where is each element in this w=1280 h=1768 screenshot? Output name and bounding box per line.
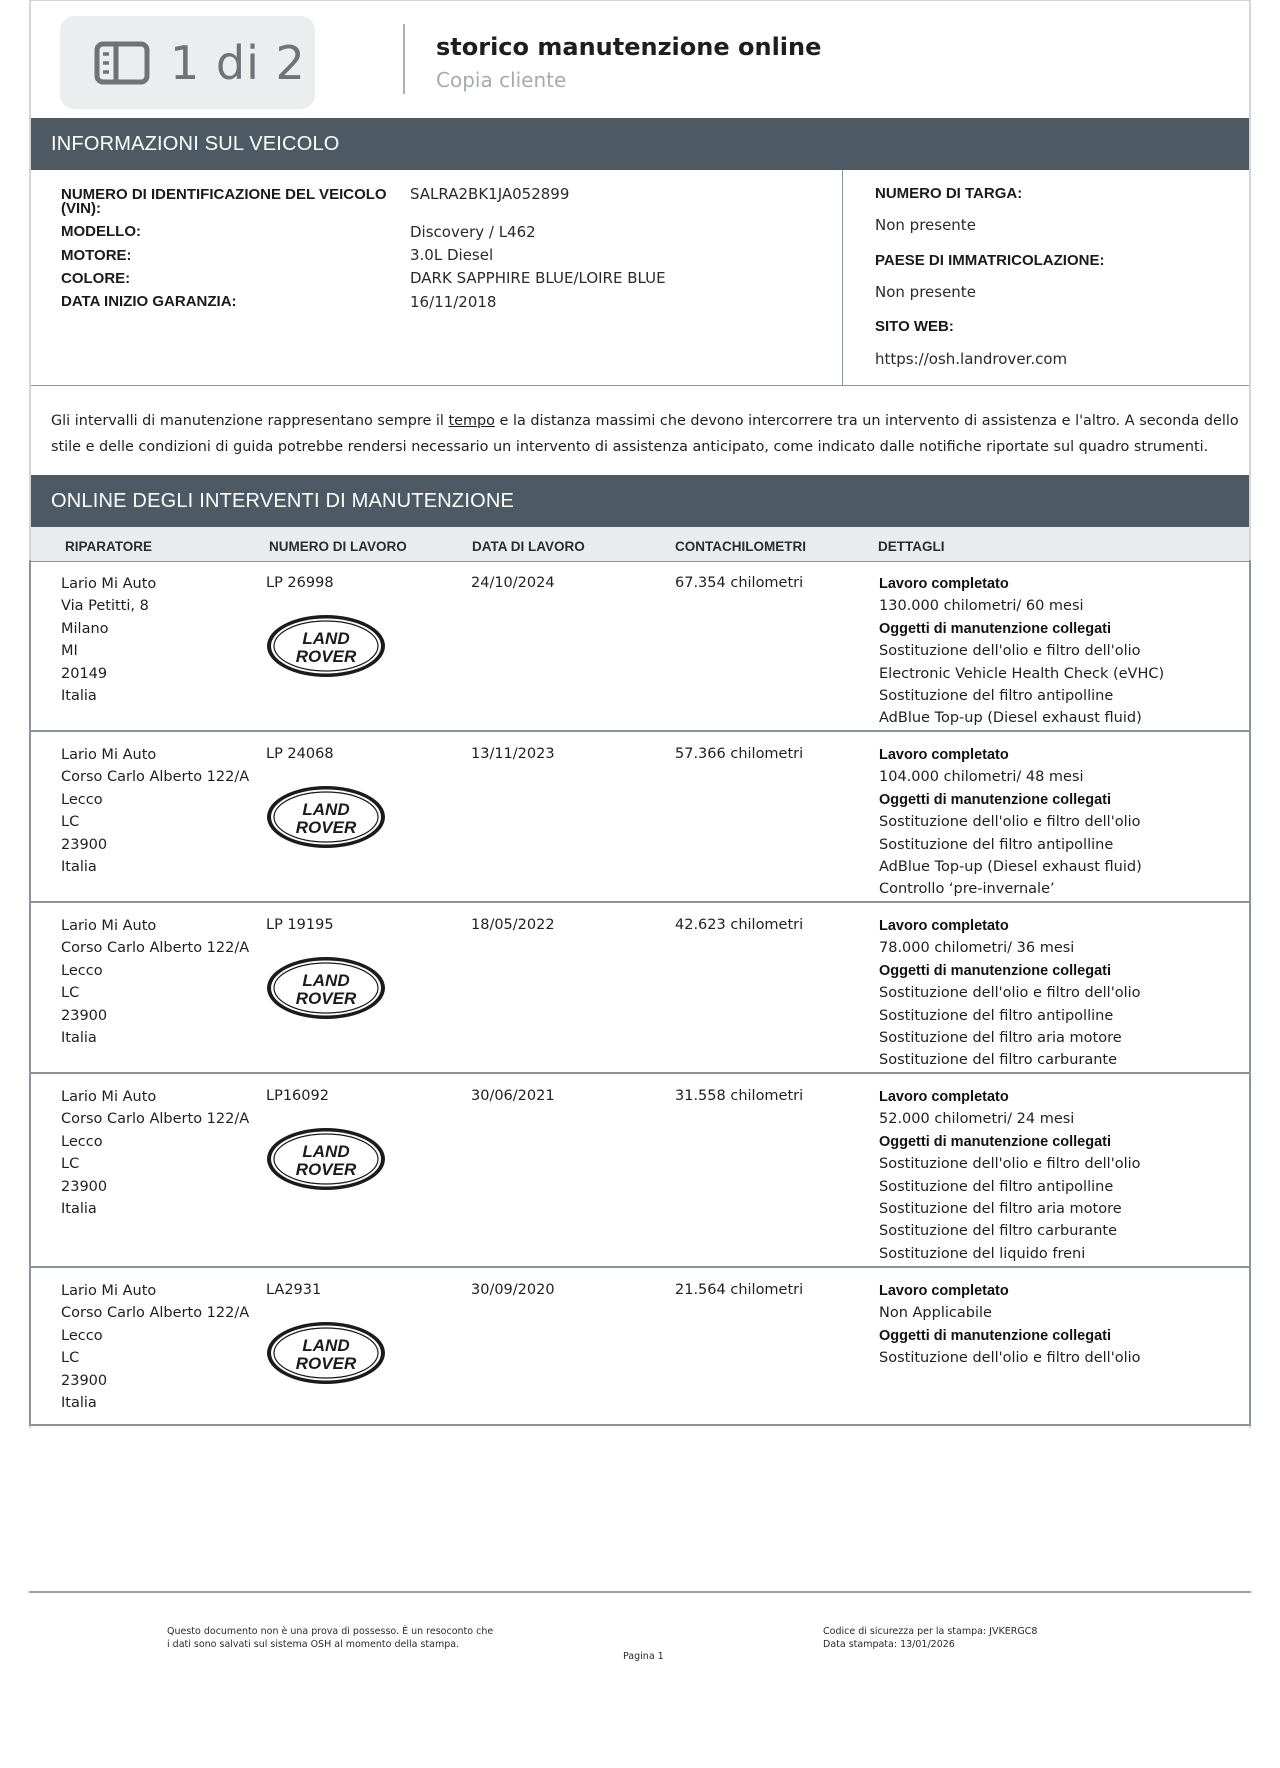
note-text-start: Gli intervalli di manutenzione rappresentano sempre il [51,413,449,429]
service-interval: 104.000 chilometri/ 48 mesi [879,769,1084,786]
warranty-value: 16/11/2018 [410,293,497,311]
details-cell [879,1280,1141,1370]
country-value: Non presente [875,283,976,301]
job-number: LA2931 [266,1282,322,1298]
job-date: 13/11/2023 [471,746,555,762]
footer-security-code: Codice di sicurezza per la stampa: JVKERGC8 [823,1626,1038,1637]
website-label: SITO WEB: [875,318,954,335]
repairer-line: LC [61,1156,80,1173]
vehicle-info-separator [842,170,843,386]
repairer-cell [61,915,249,1049]
plate-label: NUMERO DI TARGA: [875,185,1023,202]
job-number: LP 19195 [266,917,334,933]
logo-line-2: ROVER [295,647,357,666]
maintenance-item: Sostituzione dell'olio e filtro dell'olio [879,814,1141,831]
table-row [31,1268,1249,1426]
repairer-line: LC [61,985,80,1002]
vin-value: SALRA2BK1JA052899 [410,185,570,203]
website-value[interactable]: https://osh.landrover.com [875,350,1068,368]
maintenance-item: Controllo ‘pre-invernale’ [879,881,1055,898]
repairer-line: Lario Mi Auto [61,918,157,934]
maintenance-item: Sostituzione dell'olio e filtro dell'olio [879,643,1141,660]
maintenance-item: Sostituzione del filtro antipolline [879,836,1114,853]
footer-print-date: Data stampata: 13/01/2026 [823,1639,955,1650]
table-row [31,903,1249,1074]
land-rover-logo [265,1126,387,1192]
job-status: Lavoro completato [879,1283,1009,1299]
repairer-cell [61,573,156,707]
repairer-line: Italia [61,688,97,705]
document-subtitle: Copia cliente [436,68,567,92]
footer-disclaimer [167,1625,493,1651]
section-header-vehicle: INFORMAZIONI SUL VEICOLO [31,118,1249,170]
repairer-line: 23900 [61,1178,108,1195]
maintenance-item: Sostituzione del filtro aria motore [879,1030,1122,1047]
details-cell [879,1086,1141,1265]
repairer-line: Corso Carlo Alberto 122/A [61,769,250,786]
linked-items-title: Oggetti di manutenzione collegati [879,620,1112,637]
service-interval: 130.000 chilometri/ 60 mesi [879,598,1084,615]
repairer-line: Lecco [61,962,103,979]
repairer-line: Lecco [61,1133,103,1150]
plate-value: Non presente [875,216,976,234]
repairer-line: Lecco [61,791,103,808]
logo-line-2: ROVER [295,989,357,1008]
details-cell [879,744,1142,901]
repairer-line: 23900 [61,1007,108,1024]
page-indicator-text: 1 di 2 [170,35,306,90]
job-date: 18/05/2022 [471,917,555,933]
footer-print-info [823,1625,1037,1651]
logo-line-1: LAND [302,1336,350,1355]
maintenance-item: Electronic Vehicle Health Check (eVHC) [879,665,1165,682]
table-header [31,527,1249,562]
repairer-line: Lario Mi Auto [61,747,157,763]
maintenance-item: AdBlue Top-up (Diesel exhaust fluid) [879,710,1142,727]
maintenance-item: Sostituzione del filtro aria motore [879,1201,1122,1218]
vin-label: NUMERO DI IDENTIFICAZIONE DEL VEICOLO [61,186,387,203]
warranty-label: DATA INIZIO GARANZIA: [61,293,237,310]
reader-mode-icon [94,41,150,85]
table-row [31,561,1249,732]
repairer-line: Italia [61,1395,97,1412]
repairer-line: LC [61,1350,80,1367]
job-date: 30/09/2020 [471,1282,555,1298]
table-border-left [29,560,31,1426]
repairer-line: LC [61,814,80,831]
model-value: Discovery / L462 [410,223,536,241]
table-row [31,1074,1249,1268]
service-interval-note [51,408,1251,460]
title-divider [403,24,405,94]
maintenance-item: Sostituzione del filtro antipolline [879,688,1114,705]
column-header-job-date: DATA DI LAVORO [472,539,585,554]
repairer-line: 20149 [61,665,108,682]
repairer-cell [61,1086,249,1220]
job-status: Lavoro completato [879,747,1009,763]
logo-line-2: ROVER [295,1160,357,1179]
job-date: 30/06/2021 [471,1088,555,1104]
repairer-line: Lario Mi Auto [61,1283,157,1299]
land-rover-logo [265,784,387,850]
details-cell [879,573,1164,730]
country-label: PAESE DI IMMATRICOLAZIONE: [875,252,1105,269]
repairer-line: MI [61,643,78,660]
vin-label-suffix: (VIN): [61,200,101,217]
logo-line-1: LAND [302,971,350,990]
table-border-right [1249,560,1251,1426]
job-date: 24/10/2024 [471,575,555,591]
land-rover-logo [265,955,387,1021]
document-title: storico manutenzione online [436,33,822,61]
footer-disclaimer-line-2: i dati sono salvati sul sistema OSH al momento della stampa. [167,1639,460,1650]
column-header-job-number: NUMERO DI LAVORO [269,539,407,554]
column-header-odometer: CONTACHILOMETRI [675,539,806,554]
repairer-line: Lecco [61,1327,103,1344]
repairer-line: Corso Carlo Alberto 122/A [61,1111,250,1128]
repairer-line: Lario Mi Auto [61,576,157,592]
engine-label: MOTORE: [61,247,132,264]
linked-items-title: Oggetti di manutenzione collegati [879,791,1112,808]
repairer-line: Via Petitti, 8 [61,598,149,615]
maintenance-item: Sostituzione del filtro carburante [879,1223,1118,1240]
linked-items-title: Oggetti di manutenzione collegati [879,1133,1112,1150]
repairer-cell [61,1280,249,1414]
note-link-tempo[interactable]: tempo [448,413,495,429]
footer-page-number: Pagina 1 [623,1651,664,1662]
repairer-line: 23900 [61,1372,108,1389]
linked-items-title: Oggetti di manutenzione collegati [879,1327,1112,1344]
linked-items-title: Oggetti di manutenzione collegati [879,962,1112,979]
maintenance-item: Sostituzione del filtro antipolline [879,1178,1114,1195]
repairer-line: 23900 [61,836,108,853]
note-text-end: e la distanza massimi che devono intercorrere tra un intervento di assistenza e l'altro. A seconda dello stile e delle condizioni di guida potrebbe rendersi necessario un intervento di assistenza anticipato, come indicato dalle notifiche riportate sul quadro strumenti. [51,413,1239,455]
maintenance-item: Sostituzione del filtro antipolline [879,1007,1114,1024]
maintenance-item: Sostituzione dell'olio e filtro dell'olio [879,1350,1141,1367]
maintenance-item: Sostituzione del liquido freni [879,1245,1086,1262]
service-interval: Non Applicabile [879,1305,992,1322]
engine-value: 3.0L Diesel [410,246,494,264]
service-interval: 52.000 chilometri/ 24 mesi [879,1111,1075,1128]
land-rover-logo [265,613,387,679]
odometer-reading: 67.354 chilometri [675,575,804,591]
table-row [31,732,1249,903]
footer-disclaimer-line-1: Questo documento non è una prova di possesso. È un resoconto che [167,1626,494,1637]
service-interval: 78.000 chilometri/ 36 mesi [879,940,1075,957]
logo-line-1: LAND [302,800,350,819]
maintenance-item: Sostituzione del filtro carburante [879,1052,1118,1069]
logo-line-1: LAND [302,1142,350,1161]
color-value: DARK SAPPHIRE BLUE/LOIRE BLUE [410,269,666,287]
job-number: LP16092 [266,1088,329,1104]
details-cell [879,915,1141,1072]
model-label: MODELLO: [61,223,141,240]
page-indicator[interactable] [60,16,315,109]
repairer-line: Italia [61,1201,97,1218]
repairer-line: Corso Carlo Alberto 122/A [61,1305,250,1322]
logo-line-2: ROVER [295,1354,357,1373]
odometer-reading: 21.564 chilometri [675,1282,804,1298]
section-header-services: ONLINE DEGLI INTERVENTI DI MANUTENZIONE [31,475,1249,527]
repairer-cell [61,744,249,878]
repairer-line: Corso Carlo Alberto 122/A [61,940,250,957]
repairer-line: Lario Mi Auto [61,1089,157,1105]
odometer-reading: 31.558 chilometri [675,1088,804,1104]
repairer-line: Milano [61,620,109,637]
job-number: LP 24068 [266,746,334,762]
logo-line-2: ROVER [295,818,357,837]
odometer-reading: 57.366 chilometri [675,746,804,762]
job-number: LP 26998 [266,575,334,591]
maintenance-item: Sostituzione dell'olio e filtro dell'olio [879,985,1141,1002]
color-label: COLORE: [61,270,131,287]
maintenance-item: Sostituzione dell'olio e filtro dell'olio [879,1156,1141,1173]
job-status: Lavoro completato [879,1089,1009,1105]
job-status: Lavoro completato [879,576,1009,592]
column-header-repairer: RIPARATORE [65,539,153,554]
maintenance-item: AdBlue Top-up (Diesel exhaust fluid) [879,859,1142,876]
page-border-top [29,0,1251,1]
logo-line-1: LAND [302,629,350,648]
odometer-reading: 42.623 chilometri [675,917,804,933]
job-status: Lavoro completato [879,918,1009,934]
repairer-line: Italia [61,1030,97,1047]
repairer-line: Italia [61,859,97,876]
footer-rule [29,1591,1251,1593]
column-header-details: DETTAGLI [878,539,945,554]
land-rover-logo [265,1320,387,1386]
